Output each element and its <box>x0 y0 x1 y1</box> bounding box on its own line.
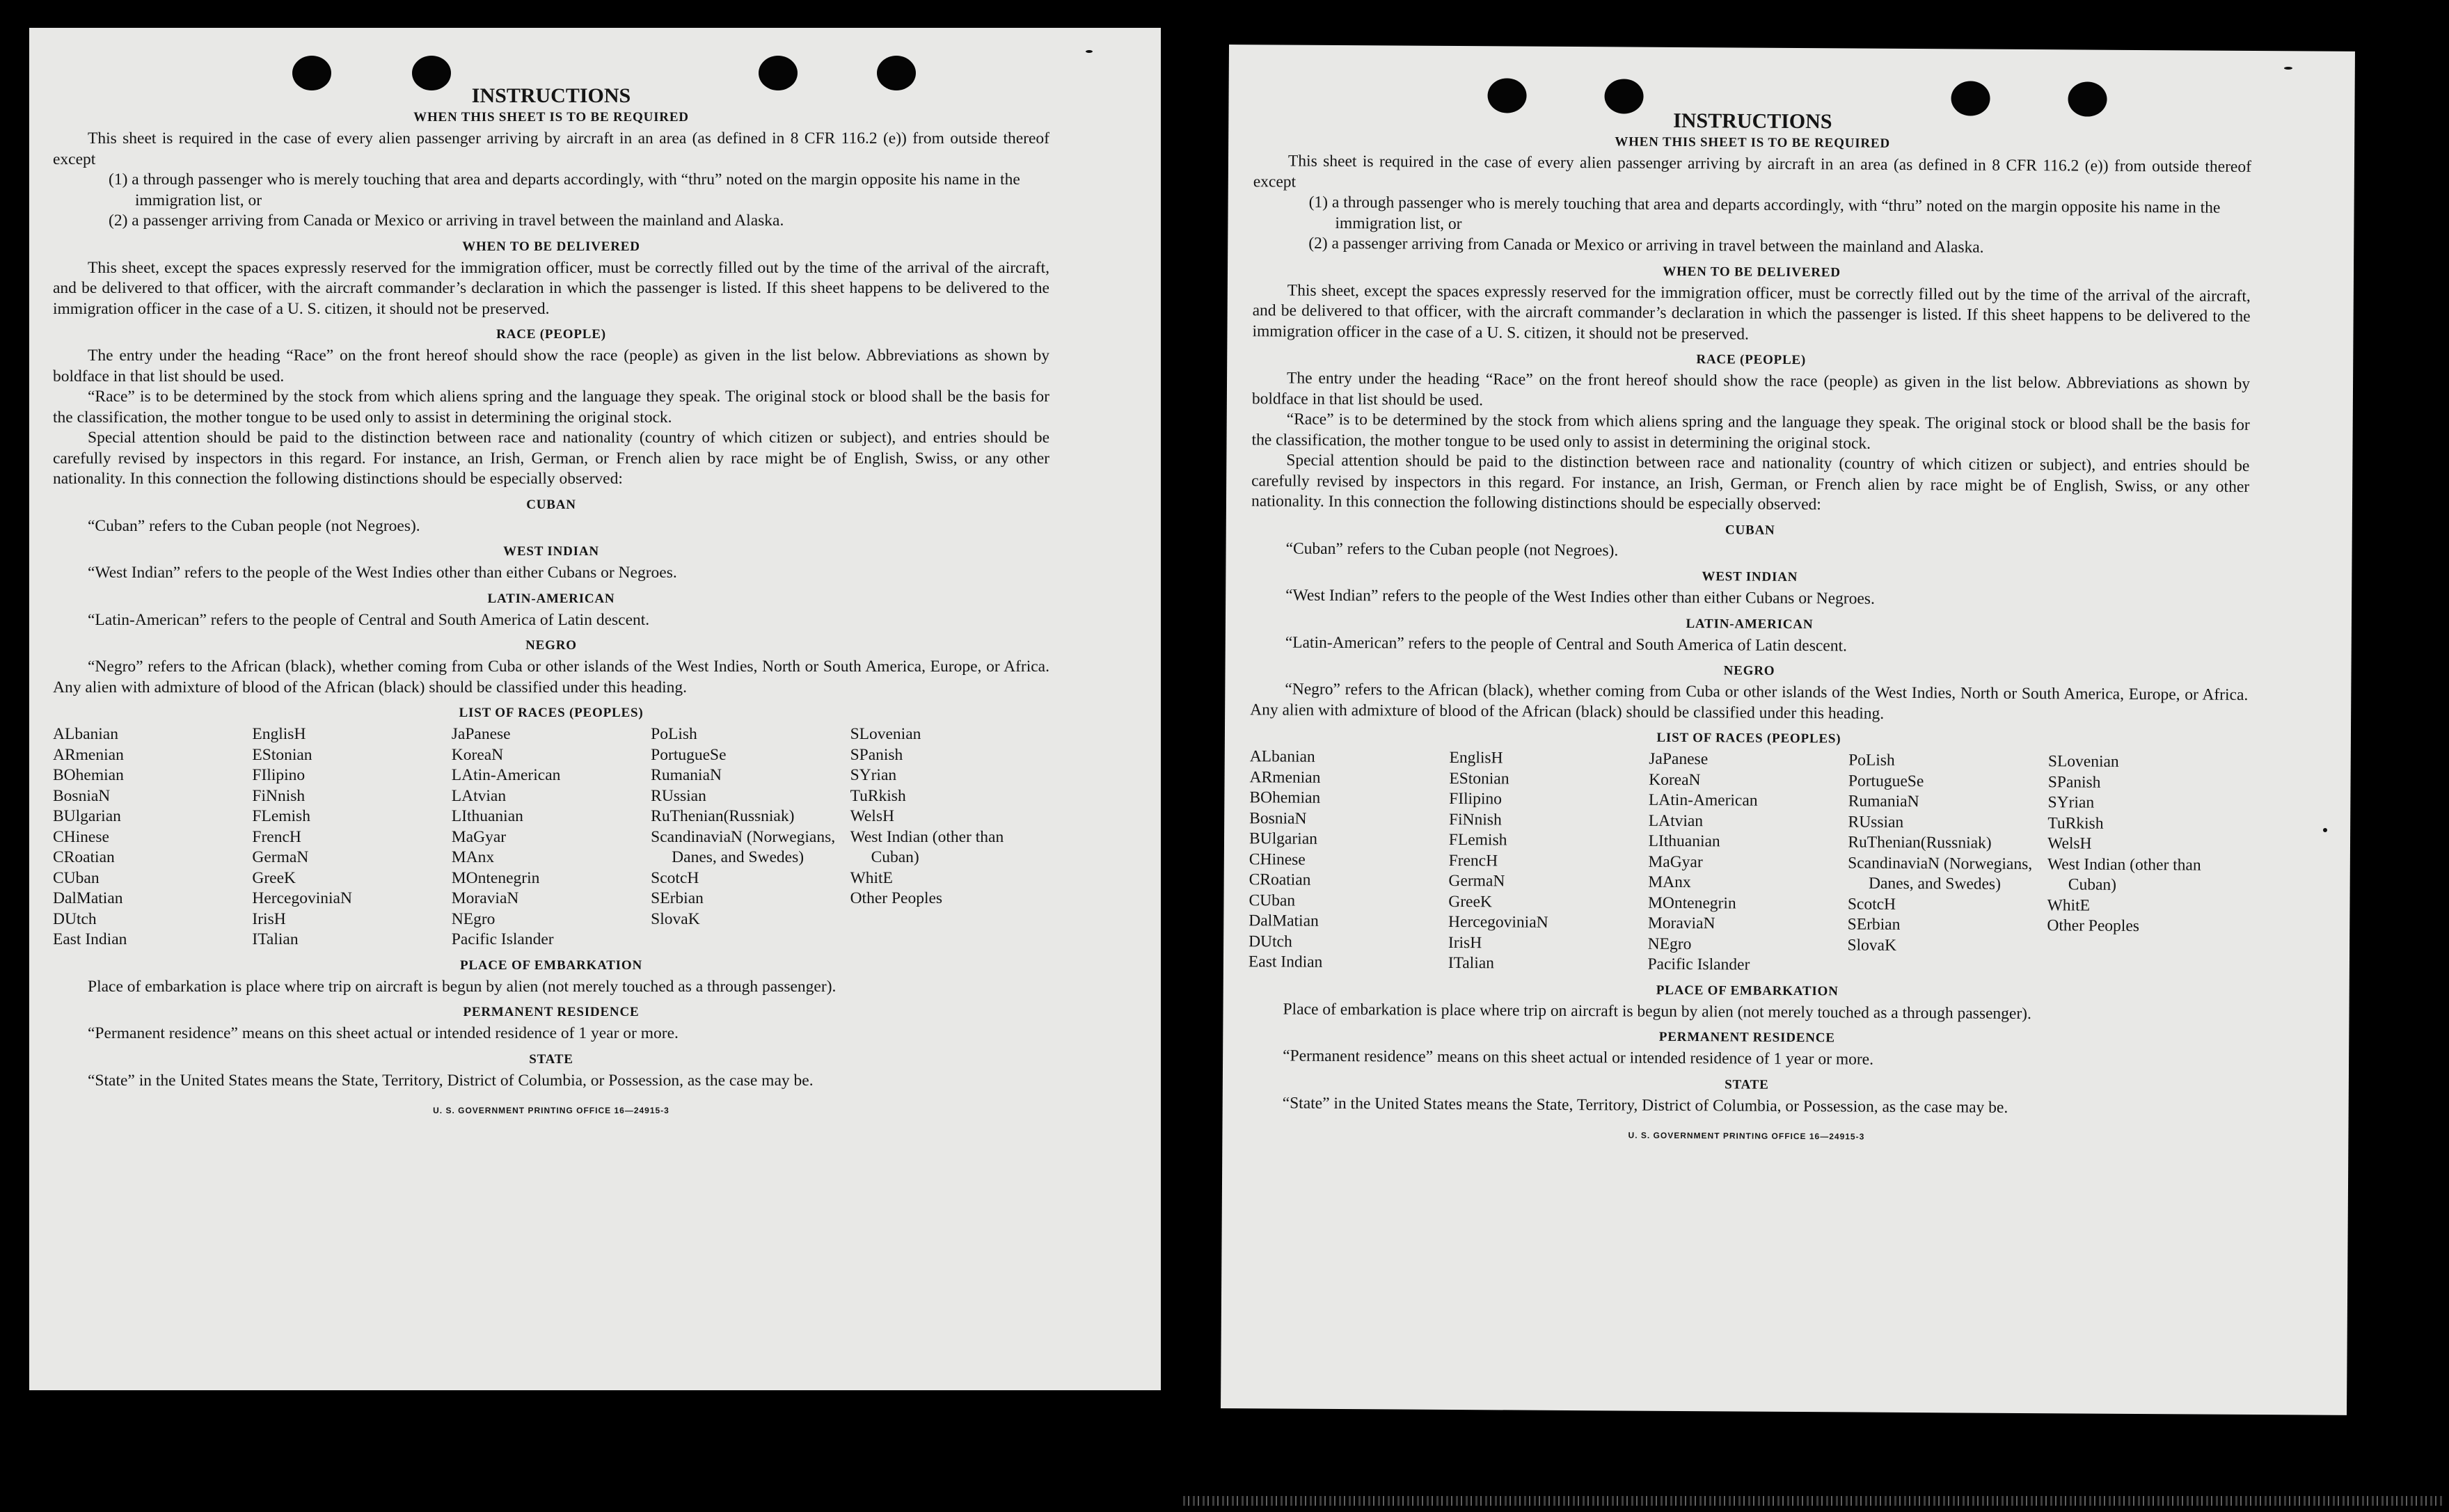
instruction-sheet-left <box>29 28 1161 1390</box>
race-entry: ScotcH <box>651 868 699 887</box>
section-paragraph: Special attention should be paid to the distinction between race and nationality (country of which citizen or subject), and entries should be carefully revised by inspectors in this regard. For instance, an Irish, German, or French alien by race might be of English, Swiss, or any other nationality. In this connection the following distinctions should be especially observed: <box>1251 451 2250 514</box>
races-list <box>1249 747 2248 978</box>
punch-hole <box>412 56 451 90</box>
section-heading: RACE (PEOPLE) <box>496 327 606 342</box>
race-entry: BosniaN <box>1249 809 1307 828</box>
race-entry: FIlipino <box>252 766 306 784</box>
race-entry: CUban <box>1249 891 1296 910</box>
race-entry: SlovaK <box>651 909 700 928</box>
section-paragraph: The entry under the heading “Race” on the front hereof should show the race (people) as given in the list below. Abbreviations as shown by boldface in that list should be used. <box>53 347 1049 385</box>
punch-hole <box>1487 78 1526 113</box>
scan-speck <box>2284 67 2292 70</box>
section-paragraph: “Race” is to be determined by the stock from which aliens spring and the language they speak. The original stock or blood shall be the basis for the classification, the mother tongue to be used only to assist in determining the original stock. <box>53 388 1049 427</box>
race-entry: LAtin-American <box>1648 790 1758 810</box>
race-entry: ITalian <box>1448 953 1495 973</box>
race-entry: BosniaN <box>53 786 111 805</box>
race-entry: FLemish <box>1448 830 1507 850</box>
section-heading: WHEN THIS SHEET IS TO BE REQUIRED <box>413 110 689 125</box>
punch-hole <box>1604 79 1643 113</box>
race-entry: EStonian <box>252 745 312 764</box>
race-entry: NEgro <box>451 909 496 928</box>
section-paragraph: “West Indian” refers to the people of the West Indies other than either Cubans or Negroes. <box>88 564 677 582</box>
race-entry: FLemish <box>252 807 310 825</box>
race-entry: FiNnish <box>1448 810 1502 829</box>
section-heading: STATE <box>1725 1076 1769 1092</box>
race-entry: DUtch <box>1249 932 1292 951</box>
race-entry: RUssian <box>651 786 706 805</box>
punch-hole <box>1951 81 1990 116</box>
race-entry: Pacific Islander <box>451 930 554 948</box>
sections-container <box>1250 131 2251 726</box>
race-entry: MOntenegrin <box>451 868 540 887</box>
race-entry: CRoatian <box>53 848 115 866</box>
section-heading: LATIN-AMERICAN <box>487 591 615 606</box>
printing-office-footer: U. S. GOVERNMENT PRINTING OFFICE 16—24915-3 <box>433 1106 669 1115</box>
race-entry: LIthuanian <box>1648 831 1720 851</box>
race-entry: FiNnish <box>252 786 306 805</box>
races-column <box>1847 750 2048 977</box>
race-entry: KoreaN <box>1649 770 1701 789</box>
section-paragraph: The entry under the heading “Race” on the front hereof should show the race (people) as given in the list below. Abbreviations as shown by boldface in that list should be used. <box>1251 369 2251 409</box>
race-entry: MaGyar <box>1648 852 1703 871</box>
race-entry: TuRkish <box>850 786 906 805</box>
race-entry: SPanish <box>2047 772 2101 792</box>
section-paragraph: “Cuban” refers to the Cuban people (not Negroes). <box>1285 539 1619 559</box>
exception-item: (1) a through passenger who is merely touching that area and departs accordingly, with “thru” noted on the margin opposite his name in the immigration list, or <box>109 170 1020 209</box>
race-entry: BUlgarian <box>53 807 121 825</box>
races-column <box>252 724 451 950</box>
race-entry: RUssian <box>1848 812 1904 831</box>
race-entry: SYrian <box>2047 793 2095 812</box>
race-entry: WhitE <box>2047 896 2091 915</box>
punch-hole <box>759 56 798 90</box>
race-entry: ALbanian <box>1249 747 1315 766</box>
section-heading: PERMANENT RESIDENCE <box>463 1005 640 1019</box>
race-entry: MaGyar <box>451 827 507 846</box>
race-entry: LAtin-American <box>451 766 561 784</box>
document-title: INSTRUCTIONS <box>1673 109 1832 134</box>
punch-hole <box>877 56 916 90</box>
race-entry: EnglisH <box>252 725 306 743</box>
race-entry: WelsH <box>2047 834 2092 853</box>
race-entry: PoLish <box>1848 751 1895 770</box>
race-entry: West Indian (other than Cuban) <box>2047 854 2201 894</box>
race-entry: SLovenian <box>2047 752 2119 771</box>
race-entry: Other Peoples <box>850 889 943 907</box>
race-entry: LAtvian <box>451 786 507 805</box>
punch-hole <box>2068 81 2107 116</box>
race-entry: ScotcH <box>1847 894 1896 914</box>
race-entry: MAnx <box>451 848 495 866</box>
section-heading: RACE (PEOPLE) <box>1696 352 1807 368</box>
section-heading: CUBAN <box>526 497 576 512</box>
section-heading: PLACE OF EMBARKATION <box>1656 982 1839 998</box>
section-paragraph: “Permanent residence” means on this sheet actual or intended residence of 1 year or more. <box>1283 1047 1874 1069</box>
race-entry: GermaN <box>1448 871 1505 891</box>
race-entry: East Indian <box>1248 953 1323 971</box>
exception-item: (1) a through passenger who is merely touching that area and departs accordingly, with “thru” noted on the margin opposite his name in the immigration list, or <box>1308 193 2221 233</box>
race-entry: ScandinaviaN (Norwegians, Danes, and Swedes) <box>1848 853 2033 893</box>
section-heading: NEGRO <box>525 638 577 653</box>
sheet-content <box>53 83 1049 1122</box>
races-column <box>651 724 850 950</box>
document-title: INSTRUCTIONS <box>471 84 631 107</box>
race-entry: PortugueSe <box>651 745 727 764</box>
race-entry: GreeK <box>252 868 296 887</box>
race-entry: DalMatian <box>53 889 123 907</box>
races-heading: LIST OF RACES (PEOPLES) <box>459 706 644 720</box>
race-entry: MOntenegrin <box>1647 893 1736 912</box>
section-paragraph: “State” in the United States means the State, Territory, District of Columbia, or Possession, as the case may be. <box>1282 1093 2008 1117</box>
race-entry: BOhemian <box>1249 788 1321 807</box>
section-paragraph: Place of embarkation is place where trip on aircraft is begun by alien (not merely touched as a through passenger). <box>1283 999 2031 1023</box>
race-entry: EnglisH <box>1449 748 1503 767</box>
section-heading: PLACE OF EMBARKATION <box>460 957 642 973</box>
races-column <box>1647 749 1848 976</box>
race-entry: WhitE <box>850 868 893 887</box>
race-entry: SErbian <box>1847 915 1901 934</box>
scan-speck <box>2323 828 2327 832</box>
race-entry: RuThenian(Russniak) <box>1848 833 1992 852</box>
races-heading: LIST OF RACES (PEOPLES) <box>1656 730 1841 747</box>
race-entry: MoraviaN <box>451 889 519 907</box>
race-entry: Pacific Islander <box>1647 955 1750 974</box>
race-entry: ALbanian <box>53 725 118 743</box>
race-entry: CHinese <box>53 827 109 846</box>
section-paragraph: This sheet, except the spaces expressly reserved for the immigration officer, must be correctly filled out by the time of the arrival of the aircraft, and be delivered to that officer, with the aircraft commander’s declaration in which the passenger is listed. If this sheet happens to be delivered to the immigration officer in the case of a U. S. citizen, it should not be preserved. <box>1252 281 2251 344</box>
section-paragraph: Place of embarkation is place where trip on aircraft is begun by alien (not merely touched as a through passenger). <box>88 977 837 996</box>
race-entry: SYrian <box>850 766 897 784</box>
section-heading: LATIN-AMERICAN <box>1686 616 1814 632</box>
race-entry: CUban <box>53 868 100 887</box>
sections-container <box>53 109 1049 698</box>
section-heading: WEST INDIAN <box>1702 569 1798 585</box>
race-entry: ScandinaviaN (Norwegians, Danes, and Swedes) <box>651 827 836 866</box>
punch-hole <box>292 56 331 90</box>
race-entry: JaPanese <box>1649 749 1709 769</box>
section-paragraph: This sheet, except the spaces expressly reserved for the immigration officer, must be correctly filled out by the time of the arrival of the aircraft, and be delivered to that officer, with the aircraft commander’s declaration in which the passenger is listed. If this sheet happens to be delivered to the immigration officer in the case of a U. S. citizen, it should not be preserved. <box>53 258 1049 318</box>
race-entry: PoLish <box>651 725 697 743</box>
section-heading: CUBAN <box>1725 522 1775 538</box>
races-column <box>2047 751 2248 978</box>
race-entry: BUlgarian <box>1249 829 1317 848</box>
exception-item: (2) a passenger arriving from Canada or Mexico or arriving in travel between the mainland and Alaska. <box>109 212 784 230</box>
section-heading: NEGRO <box>1723 663 1775 678</box>
section-paragraph: This sheet is required in the case of every alien passenger arriving by aircraft in an area (as defined in 8 CFR 116.2 (e)) from outside thereof except <box>53 129 1049 168</box>
section-paragraph: Special attention should be paid to the distinction between race and nationality (country of which citizen or subject), and entries should be carefully revised by inspectors in this regard. For instance, an Irish, German, or French alien by race might be of English, Swiss, or any other nationality. In this connection the following distinctions should be especially observed: <box>53 429 1049 488</box>
race-entry: DalMatian <box>1249 912 1319 930</box>
races-column <box>850 724 1049 950</box>
race-entry: MAnx <box>1648 873 1691 892</box>
race-entry: SPanish <box>850 745 903 764</box>
section-paragraph: “Permanent residence” means on this sheet actual or intended residence of 1 year or more. <box>88 1024 679 1042</box>
race-entry: LIthuanian <box>451 807 523 825</box>
race-entry: NEgro <box>1647 934 1692 953</box>
scan-edge-noise <box>1183 1496 2443 1506</box>
race-entry: ARmenian <box>53 745 124 764</box>
race-entry: Other Peoples <box>2047 916 2140 936</box>
instruction-sheet-right <box>1221 45 2355 1415</box>
race-entry: TuRkish <box>2047 813 2104 833</box>
closing-container <box>1248 979 2246 1120</box>
section-paragraph: “Cuban” refers to the Cuban people (not Negroes). <box>88 516 420 535</box>
race-entry: IrisH <box>252 909 286 928</box>
race-entry: BOhemian <box>53 766 124 784</box>
races-column <box>1448 748 1649 975</box>
race-entry: GermaN <box>252 848 309 866</box>
race-entry: IrisH <box>1448 933 1482 952</box>
section-heading: STATE <box>529 1051 573 1067</box>
sheet-content <box>1247 106 2251 1149</box>
section-heading: PERMANENT RESIDENCE <box>1658 1029 1835 1046</box>
section-heading: WHEN TO BE DELIVERED <box>1663 264 1841 280</box>
section-paragraph: “Negro” refers to the African (black), whether coming from Cuba or other islands of the West Indies, North or South America, Europe, or Africa. Any alien with admixture of blood of the African (black) should be classified under this heading. <box>1250 680 2249 723</box>
race-entry: RumaniaN <box>1848 792 1919 811</box>
race-entry: ARmenian <box>1249 767 1321 787</box>
race-entry: RumaniaN <box>651 766 722 784</box>
printing-office-footer: U. S. GOVERNMENT PRINTING OFFICE 16—24915-3 <box>1628 1130 1865 1142</box>
section-paragraph: “Latin-American” refers to the people of Central and South America of Latin descent. <box>1285 633 1847 655</box>
races-column <box>1249 747 1450 973</box>
race-entry: MoraviaN <box>1647 914 1715 933</box>
race-entry: ITalian <box>252 930 299 948</box>
section-paragraph: “Race” is to be determined by the stock from which aliens spring and the language they speak. The original stock or blood shall be the basis for the classification, the mother tongue to be used only to assist in determining the original stock. <box>1251 410 2250 453</box>
races-column <box>53 724 252 950</box>
race-entry: GreeK <box>1448 892 1492 911</box>
race-entry: PortugueSe <box>1848 771 1924 790</box>
race-entry: SlovaK <box>1847 935 1897 955</box>
race-entry: JaPanese <box>451 725 511 743</box>
race-entry: FrencH <box>252 827 301 846</box>
race-entry: SErbian <box>651 889 704 907</box>
race-entry: East Indian <box>53 930 127 948</box>
race-entry: RuThenian(Russniak) <box>651 807 795 825</box>
race-entry: EStonian <box>1449 769 1509 788</box>
section-paragraph: “Latin-American” refers to the people of Central and South America of Latin descent. <box>88 610 650 629</box>
section-paragraph: “West Indian” refers to the people of the West Indies other than either Cubans or Negroes. <box>1285 586 1875 608</box>
exception-item: (2) a passenger arriving from Canada or Mexico or arriving in travel between the mainland and Alaska. <box>1308 234 1984 257</box>
race-entry: HercegoviniaN <box>1448 912 1548 932</box>
race-entry: CHinese <box>1249 850 1306 869</box>
race-entry: DUtch <box>53 909 97 928</box>
race-entry: West Indian (other than Cuban) <box>850 827 1004 866</box>
races-column <box>452 724 651 950</box>
scan-speck <box>1086 50 1093 53</box>
race-entry: KoreaN <box>451 745 504 764</box>
section-heading: WEST INDIAN <box>503 544 599 559</box>
section-paragraph: “State” in the United States means the State, Territory, District of Columbia, or Possession, as the case may be. <box>88 1071 814 1090</box>
race-entry: FrencH <box>1448 851 1498 870</box>
section-heading: WHEN THIS SHEET IS TO BE REQUIRED <box>1615 134 1891 151</box>
race-entry: SLovenian <box>850 725 921 743</box>
race-entry: LAtvian <box>1648 811 1704 830</box>
closing-container <box>53 957 1049 1092</box>
races-list <box>53 724 1049 950</box>
race-entry: CRoatian <box>1249 870 1311 889</box>
section-heading: WHEN TO BE DELIVERED <box>462 239 640 254</box>
race-entry: WelsH <box>850 807 894 825</box>
race-entry: HercegoviniaN <box>252 889 352 907</box>
section-paragraph: “Negro” refers to the African (black), whether coming from Cuba or other islands of the West Indies, North or South America, Europe, or Africa. Any alien with admixture of blood of the African (black) should be classified under this heading. <box>53 658 1049 697</box>
section-paragraph: This sheet is required in the case of every alien passenger arriving by aircraft in an area (as defined in 8 CFR 116.2 (e)) from outside thereof except <box>1253 152 2252 191</box>
race-entry: FIlipino <box>1449 789 1502 809</box>
